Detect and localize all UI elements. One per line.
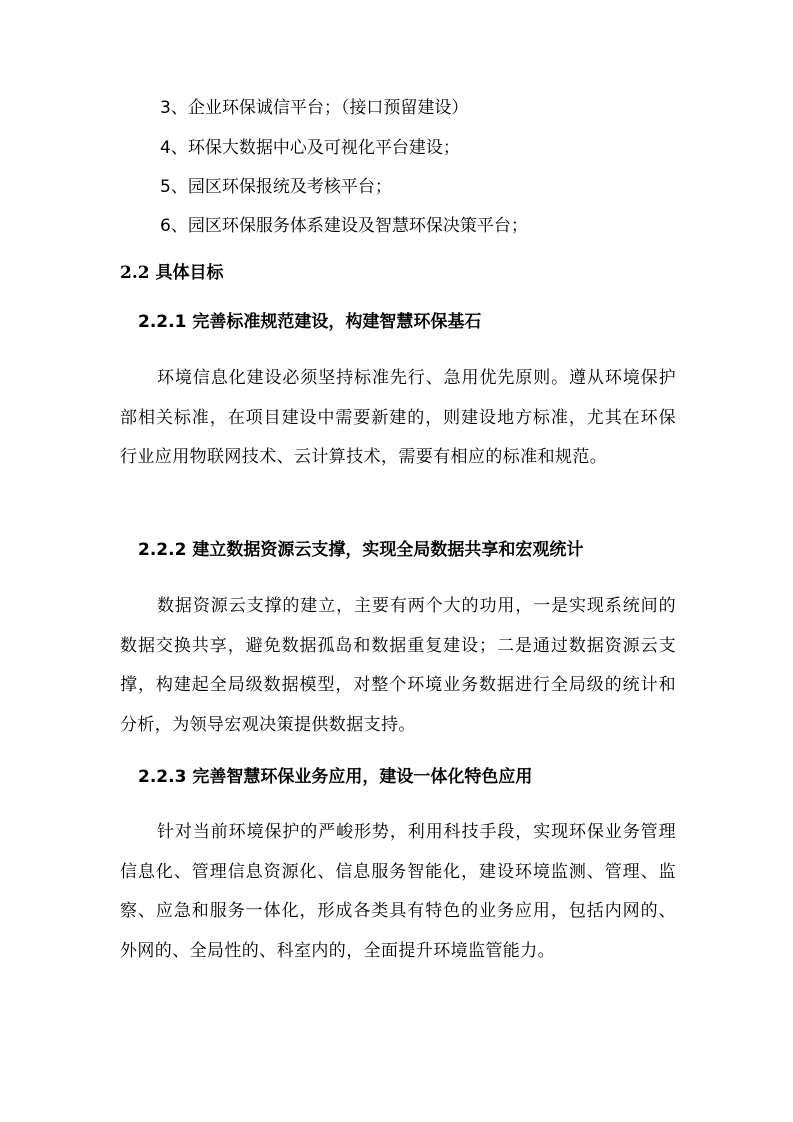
subsection-number: 2.2.1 [138,312,187,332]
subsection-heading [138,538,583,562]
list-item [160,136,460,160]
subsection-heading [138,310,481,334]
subsection-title: 建立数据资源云支撑，实现全局数据共享和宏观统计 [192,540,584,560]
section-number: 2.2 [120,263,150,283]
subsection-title: 完善标准规范建设，构建智慧环保基石 [192,312,482,332]
list-item-text: 环保大数据中心及可视化平台建设； [187,138,460,158]
section-title: 具体目标 [155,263,224,283]
paragraph: 环境信息化建设必须坚持标准先行、急用优先原则。遵从环境保护部相关标准，在项目建设中需要新建的，则建设地方标准，尤其在环保行业应用物联网技术、云计算技术，需要有相应的标准和规范。 [120,368,676,467]
subsection-heading [138,765,532,789]
list-item-text: 园区环保报统及考核平台； [187,177,392,197]
subsection-number: 2.2.2 [138,540,187,560]
subsection-number: 2.2.3 [138,767,187,787]
list-item [160,175,392,199]
subsection-title: 完善智慧环保业务应用，建设一体化特色应用 [192,767,533,787]
list-item-number: 3、 [160,98,188,118]
list-item-number: 6、 [160,216,188,236]
list-item-text: 园区环保服务体系建设及智慧环保决策平台； [187,216,528,236]
paragraph: 数据资源云支撑的建立，主要有两个大的功用，一是实现系统间的数据交换共享，避免数据孤岛和数据重复建设；二是通过数据资源云支撑，构建起全局级数据模型，对整个环境业务数据进行全局级的统计和分析，为领导宏观决策提供数据支持。 [120,596,676,735]
list-item-number: 4、 [160,138,188,158]
paragraph: 针对当前环境保护的严峻形势，利用科技手段，实现环保业务管理信息化、管理信息资源化、信息服务智能化，建设环境监测、管理、监察、应急和服务一体化，形成各类具有特色的业务应用，包括内网的、外网的、全局性的、科室内的，全面提升环境监管能力。 [120,822,676,961]
section-heading [120,261,224,285]
list-item [160,214,528,238]
list-item [160,96,468,120]
list-item-text: 企业环保诚信平台；（接口预留建设） [187,98,469,118]
list-item-number: 5、 [160,177,188,197]
